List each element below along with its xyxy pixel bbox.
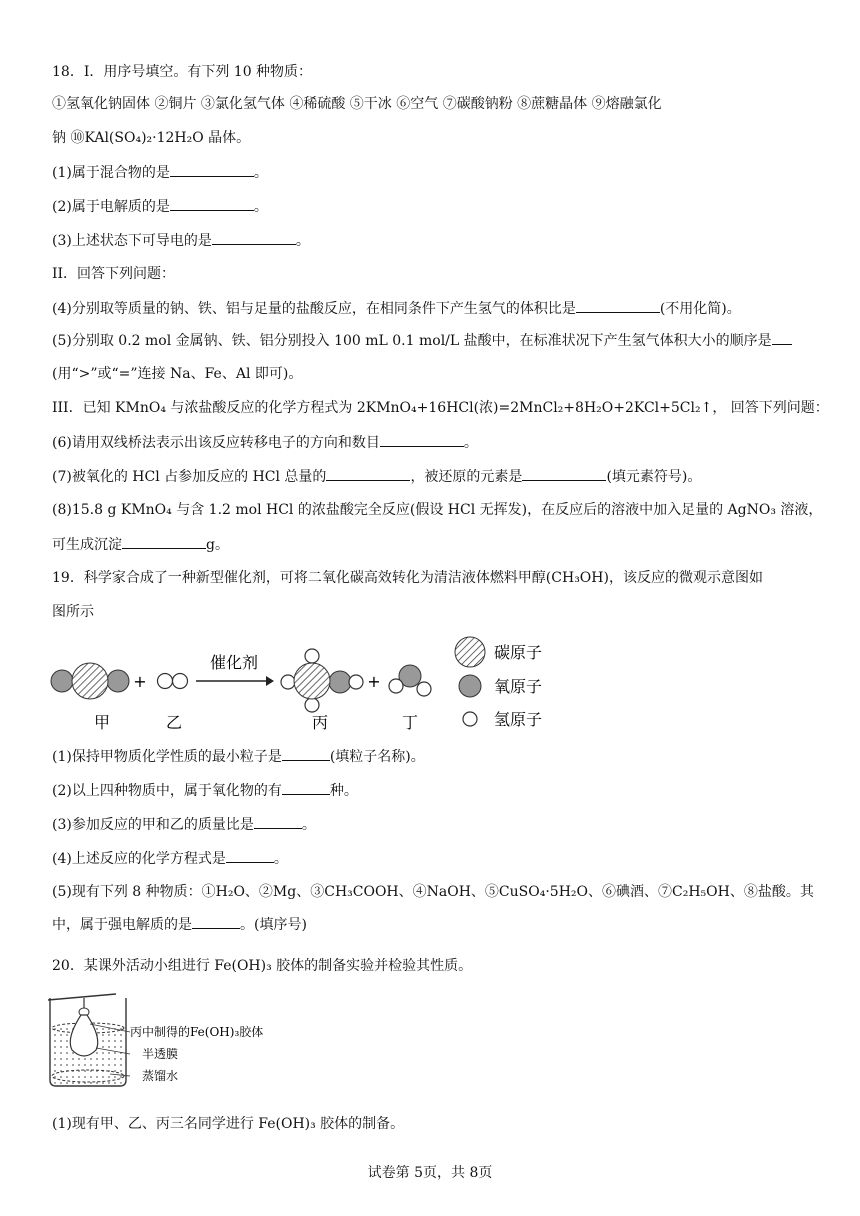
q19-p3-text: (3)参加反应的甲和乙的质量比是 <box>52 817 254 833</box>
molecule-bing <box>281 649 363 712</box>
dialysis-beaker-figure <box>46 990 306 1090</box>
q19-p5-text: 中，属于强电解质的是 <box>52 917 192 933</box>
label-yi: 乙 <box>165 713 183 732</box>
molecule-jia <box>51 663 129 699</box>
q19-p1-end: (填粒子名称)。 <box>329 749 425 765</box>
legend-hydrogen: 氢原子 <box>494 710 543 729</box>
reaction-diagram <box>48 632 568 740</box>
answer-blank[interactable] <box>326 466 410 481</box>
q18-p2-text: (2)属于电解质的是 <box>52 199 170 215</box>
q18-p4-text: (4)分别取等质量的钠、铁、铝与足量的盐酸反应，在相同条件下产生氢气的体积比是 <box>52 301 576 317</box>
answer-blank[interactable] <box>772 330 792 345</box>
q20-part1: (1)现有甲、乙、丙三名同学进行 Fe(OH)₃ 胶体的制备。 <box>52 1116 405 1132</box>
q18-part6 <box>52 432 478 453</box>
answer-blank[interactable] <box>212 230 296 245</box>
answer-blank[interactable] <box>522 466 606 481</box>
q18-part8-line1: (8)15.8 g KMnO₄ 与含 1.2 mol HCl 的浓盐酸完全反应(假设 HCl 无挥发)，在反应后的溶液中加入足量的 AgNO₃ 溶液， <box>52 502 823 518</box>
reaction-arrow <box>196 676 274 686</box>
q19-part2 <box>52 780 358 801</box>
q18-part7 <box>52 466 701 487</box>
answer-blank[interactable] <box>122 534 206 549</box>
q18-p3-text: (3)上述状态下可导电的是 <box>52 233 212 249</box>
legend-oxygen: 氧原子 <box>494 677 543 696</box>
plus-sign: + <box>367 672 381 691</box>
q19-intro-line1: 19．科学家合成了一种新型催化剂，可将二氧化碳高效转化为清洁液体燃料甲醇(CH₃OH)，该反应的微观示意图如 <box>52 570 763 586</box>
q18-part1 <box>52 162 268 183</box>
q19-p1-text: (1)保持甲物质化学性质的最小粒子是 <box>52 749 282 765</box>
label-bing: 丙 <box>311 713 329 732</box>
q18-p8-end: g。 <box>206 537 229 553</box>
label-distilled-water: 蒸馏水 <box>142 1069 179 1083</box>
q18-p4-end: (不用化简)。 <box>659 301 741 317</box>
q18-items-line2: 钠 ⑩KAl(SO₄)₂·12H₂O 晶体。 <box>52 130 251 146</box>
answer-blank[interactable] <box>282 746 330 761</box>
answer-blank[interactable] <box>170 196 254 211</box>
q18-p7-text: (7)被氧化的 HCl 占参加反应的 HCl 总量的 <box>52 469 327 485</box>
semipermeable-bag <box>70 998 97 1056</box>
answer-blank[interactable] <box>254 814 302 829</box>
q19-part5-line1: (5)现有下列 8 种物质：①H₂O、②Mg、③CH₃COOH、④NaOH、⑤CuSO₄·5H₂O、⑥碘酒、⑦C₂H₅OH、⑧盐酸。其 <box>52 884 814 900</box>
q18-p1-text: (1)属于混合物的是 <box>52 165 170 181</box>
catalyst-label: 催化剂 <box>209 653 259 672</box>
diagram-legend <box>455 637 542 729</box>
q19-part3 <box>52 814 316 835</box>
answer-blank[interactable] <box>576 298 660 313</box>
q19-p4-end: 。 <box>273 851 288 867</box>
q18-part5-line2: (用“>”或“=”连接 Na、Fe、Al 即可)。 <box>52 366 303 382</box>
q18-section-3: III．已知 KMnO₄ 与浓盐酸反应的化学方程式为 2KMnO₄+16HCl(浓)=2MnCl₂+8H₂O+2KCl+5Cl₂↑， 回答下列问题： <box>52 400 829 416</box>
q18-part4 <box>52 298 741 319</box>
q18-p7-mid: ，被还原的元素是 <box>410 469 523 485</box>
q18-p3-end: 。 <box>295 233 310 249</box>
answer-blank[interactable] <box>170 162 254 177</box>
glass-rod <box>48 994 116 1000</box>
q18-part2 <box>52 196 268 217</box>
page-footer: 试卷第 5页，共 8页 <box>367 1165 493 1181</box>
q18-p6-text: (6)请用双线桥法表示出该反应转移电子的方向和数目 <box>52 435 380 451</box>
q19-p2-text: (2)以上四种物质中，属于氧化物的有 <box>52 783 282 799</box>
legend-carbon: 碳原子 <box>494 643 543 662</box>
q19-part5-line2 <box>52 914 307 935</box>
plus-sign: + <box>133 672 147 691</box>
molecule-yi <box>158 674 188 689</box>
label-jia: 甲 <box>93 713 111 732</box>
q19-p4-text: (4)上述反应的化学方程式是 <box>52 851 226 867</box>
answer-blank[interactable] <box>192 914 240 929</box>
q19-part1 <box>52 746 425 767</box>
q19-p2-end: 种。 <box>329 783 358 799</box>
answer-blank[interactable] <box>226 848 274 863</box>
q18-section-2: II．回答下列问题： <box>52 266 176 282</box>
label-colloid: 丙中制得的Fe(OH)₃胶体 <box>130 1025 264 1039</box>
q18-part8-line2 <box>52 534 229 555</box>
molecule-ding <box>389 665 431 696</box>
q18-part5-line1 <box>52 330 792 351</box>
q18-part3 <box>52 230 310 251</box>
q18-p6-end: 。 <box>463 435 478 451</box>
answer-blank[interactable] <box>282 780 330 795</box>
label-ding: 丁 <box>401 713 419 732</box>
q19-part4 <box>52 848 288 869</box>
answer-blank[interactable] <box>380 432 464 447</box>
q18-p8-text: 可生成沉淀 <box>52 537 122 553</box>
q18-p7-end: (填元素符号)。 <box>606 469 702 485</box>
q18-p5-text: (5)分别取 0.2 mol 金属钠、铁、铝分别投入 100 mL 0.1 mol/L 盐酸中，在标准状况下产生氢气体积大小的顺序是 <box>52 333 772 349</box>
q18-p2-end: 。 <box>253 199 268 215</box>
q19-p3-end: 。 <box>301 817 316 833</box>
q18-items-line1: ①氢氧化钠固体 ②铜片 ③氯化氢气体 ④稀硫酸 ⑤干冰 ⑥空气 ⑦碳酸钠粉 ⑧蔗糖晶体 ⑨熔融氯化 <box>52 96 662 112</box>
q19-p5-end: 。(填序号) <box>240 917 307 933</box>
q18-p1-end: 。 <box>253 165 268 181</box>
q20-intro: 20．某课外活动小组进行 Fe(OH)₃ 胶体的制备实验并检验其性质。 <box>52 958 473 974</box>
q18-intro: 18．I．用序号填空。有下列 10 种物质： <box>52 64 313 80</box>
label-membrane: 半透膜 <box>142 1047 179 1061</box>
q19-intro-line2: 图所示 <box>52 604 94 620</box>
